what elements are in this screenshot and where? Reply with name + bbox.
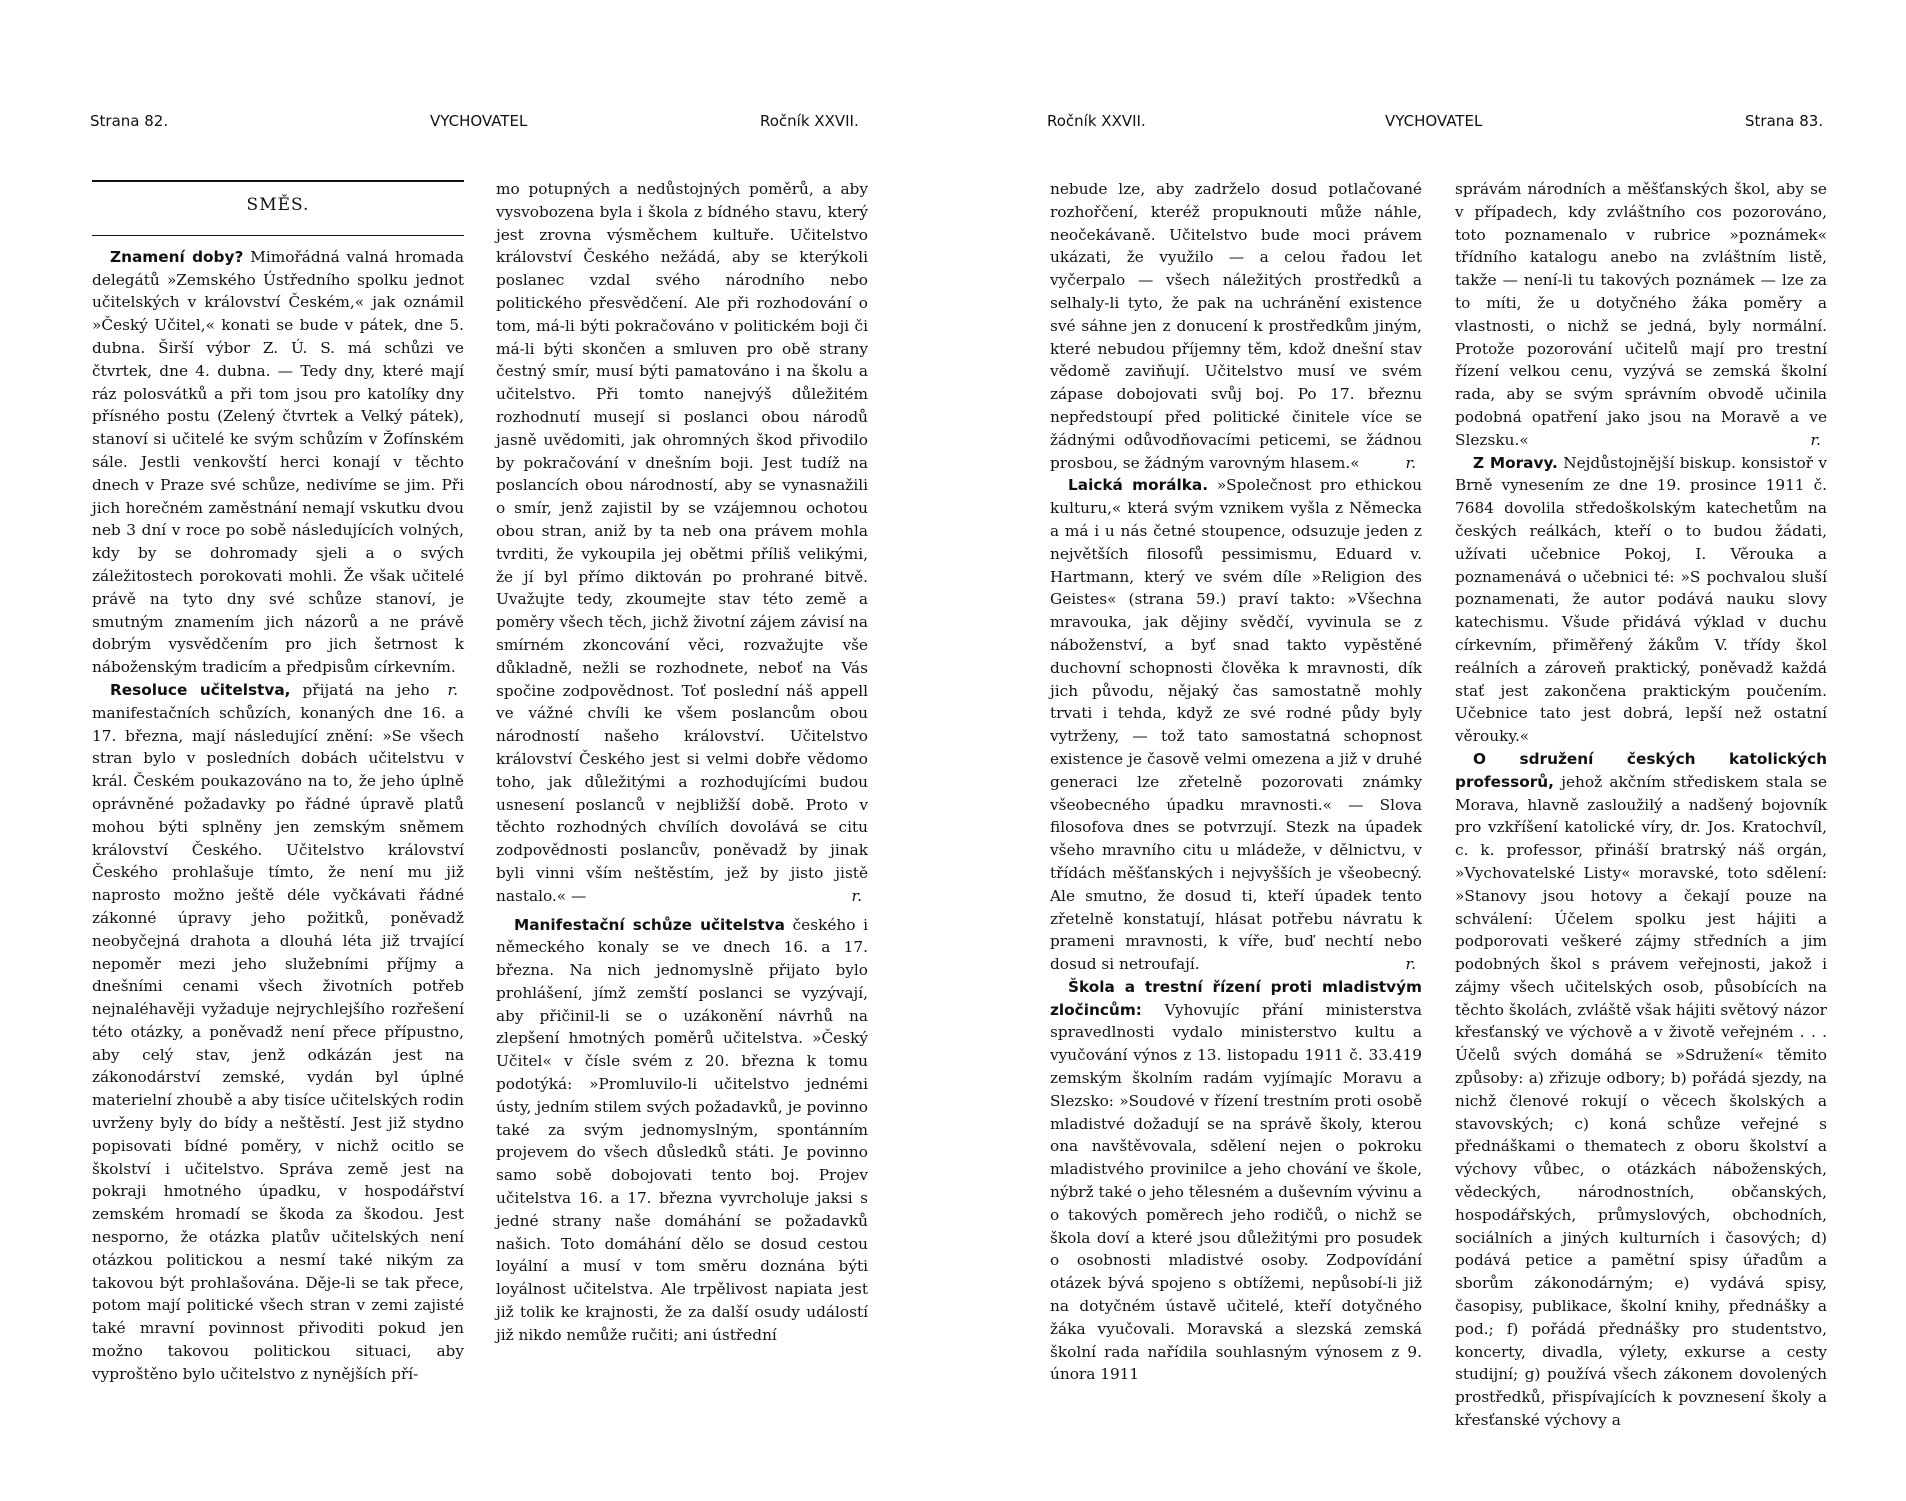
- article-heading: Znamení doby?: [110, 247, 244, 266]
- article-heading: Resoluce učitelstva,: [110, 680, 291, 699]
- column-3: [1050, 178, 1422, 1386]
- section-title: SMĚS.: [246, 195, 310, 215]
- article-text: českého i německého konaly se ve dnech 16. a 17. března. Na nich jednomyslně přijato bylo prohlášení, jímž zemští poslanci se vyzývají, aby přičinil-li se o uzákonění návrhů na zlepšení hmotných poměrů učitelstva. »Český Učitel« v čísle svém z 20. března k tomu podotýká: »Promluvilo-li učitelstvo jednémi ústy, jedním stilem svých požadavků, je povinno také za svým jednomyslným, spontánním projevem do všech důsledků státi. Je povinno samo sobě dobojovati tento boj. Projev učitelstva 16. a 17. března vyvrcholuje jaksi s jedné strany naše domáhání se požadavků našich. Toto domáhání dělo se dosud cestou loyální a musí v tom směru doznána býti loyálnost učitelstva. Ale trpělivost napiata jest již tolik ke krajnosti, že za další osudy událostí již nikdo nemůže ručiti; ani ústřední: [496, 915, 869, 1344]
- signature: r.: [851, 886, 862, 905]
- article-heading: O sdružení českých katolických professorů,: [1455, 749, 1827, 791]
- article-text: jehož akčním střediskem stala se Morava, hlavně zasloužilý a nadšený bojovník pro vzkříšení katolické víry, dr. Jos. Kratochvíl, c. k. professor, přináší bratrský náš orgán, »Vychovatelské Listy« moravské, toto sdělení: »Stanovy jsou hotovy a čekají pouze na schválení: Účelem spolku jest hájiti a podporovati veškeré zájmy středních a jim podobných škol s právem veřejnosti, jakož i zájmy všech učitelských osob, působících na těchto školách, zvláště však hájiti světový názor křesťanský ve výchově a v životě veřejném . . . Účelů svých domáhá se »Sdružení« těmito způsoby: a) zřizuje odbory; b) pořádá sjezdy, na nichž členové rokují o věcech školských a stavovských; c) koná schůze veřejné s přednáškami o thematech z oboru školství a výchovy vůbec, o otázkách náboženských, vědeckých, národnostních, občanských, hospodářských, průmyslových, obchodních, sociálních a jiných kulturních i časových; d) podává petice a pamětní spisy úřadům a sborům zákonodárným; e) vydává spisy, časopisy, publikace, školní knihy, přednášky a pod.; f) pořádá přednášky pro studentstvo, koncerty, divadla, výlety, exkurse a cesty studijní; g) používá všech zákonem dovolených prostředků, přispívajících k povznesení školy a křesťanské výchovy a: [1455, 772, 1827, 1430]
- signature: r.: [1405, 955, 1416, 974]
- signature: r.: [447, 680, 458, 699]
- signature: r.: [1405, 453, 1416, 472]
- article-paragraph: [1050, 976, 1422, 1386]
- column-1: [92, 178, 464, 1386]
- article-paragraph: [496, 914, 868, 1347]
- left-running-title: VYCHOVATEL: [430, 112, 528, 130]
- article-paragraph: [1050, 178, 1422, 474]
- article-paragraph: [1050, 474, 1422, 976]
- article-text: Mimořádná valná hromada delegátů »Zemského Ústředního spolku jednot učitelských v království Českém,« jak oznámil »Český Učitel,« konati se bude v pátek, dne 5. dubna. Širší výbor Z. Ú. S. má schůzi ve čtvrtek, dne 4. dubna. — Tedy dny, které mají ráz polosvátků a při tom jsou pro katolíky dny přísného postu (Zelený čtvrtek a Velký pátek), stanoví si učitelé ke svým schůzím v Žofínském sále. Jestli venkovští herci konají v těchto dnech v Praze své schůze, nedivíme se jim. Při jich horečném zaměstnání nemají vskutku dvou neb 3 dní v roce po sobě následujících volných, kdy by se dohromady sjeli a o svých záležitostech porokovati mohli. Že však učitelé právě na tyto dny své schůze stanoví, je smutným znamením jich názorů a ne právě dobrým vysvědčením pro jich šetrnost k náboženským tradicím a předpisům církevním.: [92, 247, 464, 677]
- article-text: přijatá na jeho manifestačních schůzích, konaných dne 16. a 17. března, mají následující znění: »Se všech stran bylo v posledních dobách učitelstvu v král. Českém poukazováno na to, že jeho úplně oprávněné požadavky po řádné úpravě platů mohou býti splněny jen zemským sněmem království Českého. Učitelstvo království Českého prohlašuje tímto, že není mu již naprosto možno ještě déle vyčkávati řádné zákonné úpravy jeho požitků, poněvadž neobyčejná drahota a dlouhá léta již trvající nepoměr mezi jeho služebními příjmy a dnešními cenami všech životních potřeb nejnaléhavěji vyžaduje nejrychlejšího rozřešení této otázky, a poněvadž není přece přípustno, aby celý stav, jenž odkázán jest na zákonodárství zemské, vydán byl úplné materielní zhoubě a aby tisíce učitelských rodin uvrženy byly do bídy a neštěstí. Jest již stydno popisovati bídné poměry, v nichž ocitlo se školství i učitelstvo. Správa země jest na pokraji hmotného úpadku, v hospodářství zemském hromadí se škoda za škodou. Jest nesporno, že otázka platův učitelských není otázkou politickou a nesmí také nikým za takovou být prohlašována. Děje-li se tak přece, potom mají politické všech stran v zemi zajisté také mravní povinnost přivoditi pokud jen možno takovou politickou situaci, aby vyproštěno bylo učitelstvo z nynějších pří-: [92, 680, 464, 1383]
- article-paragraph: [1455, 452, 1827, 748]
- article-text: Nejdůstojnější biskup. konsistoř v Brně vynesením ze dne 19. prosince 1911 č. 7684 dovolila středoškolským katechetům na českých reálkách, kteří o to budou žádati, užívati učebnice Pokoj, I. Věrouka a poznamenává o učebnici té: »S pochvalou sluší poznamenati, že autor podává nauku slovy katechismu. Všude přidává výklad v duchu církevním, přiměřený žákům V. třídy škol reálních a zároveň praktický, poněvadž každá stať jest zakončena praktickým poučením. Učebnice tato jest dobrá, lepší než ostatní věrouky.«: [1455, 453, 1827, 746]
- column-4: [1455, 178, 1827, 1432]
- section-header: [92, 180, 464, 236]
- article-paragraph: [1455, 178, 1827, 452]
- article-text: Vyhovujíc přání ministerstva spravedlnosti vydalo ministerstvo kultu a vyučování výnos z 13. listopadu 1911 č. 33.419 zemským školním radám vyjímajíc Moravu a Slezsko: »Soudové v řízení trestním proti osobě mladistvé dožadují se na správě školy, kterou ona navštěvovala, sdělení nejen o pokroku mladistvého provinilce a jeho chování ve škole, nýbrž také o jeho tělesném a duševním vývinu a o takových poměrech jeho rodičů, o nichž se škola doví a které jsou důležitými pro posudek o osobnosti mladistvé osoby. Zodpovídání otázek bývá spojeno s obtížemi, nepůsobí-li již na dotyčném ústavě učitelé, kteří dotyčného žáka vyučovali. Moravská a slezská zemská školní rada nařídila souhlasným výnosem z 9. února 1911: [1050, 1000, 1422, 1384]
- article-text: nebude lze, aby zadrželo dosud potlačované rozhořčení, kteréž propuknouti může náhle, neočekávaně. Učitelstvo bude moci právem ukázati, že využilo — a celou řadou let vyčerpalo — všech náležitých prostředků a selhaly-li tyto, že pak na uchránění existence své sáhne jen z donucení k prostředkům jiným, které nebudou příjemny těm, kdož dnešní stav vědomě zaviňují. Učitelstvo musí ve svém zápase dobojovati svůj boj. Po 17. březnu nepředstoupí před politické činitele více se žádnými odůvodňovacími peticemi, se žádnou prosbou, se žádným varovným hlasem.«: [1050, 180, 1422, 472]
- article-paragraph: [1455, 748, 1827, 1432]
- article-heading: Laická morálka.: [1068, 476, 1209, 495]
- article-paragraph: [496, 178, 868, 908]
- article-paragraph: [92, 679, 464, 1386]
- signature: r.: [1810, 430, 1821, 449]
- article-heading: Manifestační schůze učitelstva: [514, 915, 785, 934]
- article-text: mo potupných a nedůstojných poměrů, a aby vysvobozena byla i škola z bídného stavu, který jest zrovna výsměchem kultuře. Učitelstvo království Českého nežádá, aby se kterýkoli poslanec vzdal svého národního nebo politického přesvědčení. Ale při rozhodování o tom, má-li býti pokračováno v politickém boji či má-li býti skončen a smluven pro obě strany čestný smír, musí býti pamatováno i na školu a učitelstvo. Při tomto nanejvýš důležitém rozhodnutí musejí si poslanci obou národů jasně uvědomiti, jak ohromných škod přivodilo by pokračování v dnešním boji. Jest tudíž na poslancích obou národností, aby se vynasnažili o smír, jenž zajistil by se vzájemnou ochotou obou stran, aniž by ta neb ona právem mohla tvrditi, že vykoupila jej obětmi příliš velikými, že jí byl přímo diktován po prohrané bitvě. Uvažujte tedy, zkoumejte stav této země a poměry všech těch, jichž životní zájem závisí na smírném zkoncování věci, rozvažujte vše důkladně, nežli se rozhodnete, neboť na Vás spočine zodpovědnost. Toť poslední náš appell ve vážné chvíli ke všem poslancům obou národností našeho království. Učitelstvo království Českého jest si velmi dobře vědomo toho, jak důležitými a rozhodujícími budou usnesení poslanců v nejbližší době. Proto v těchto rozhodných chvílích dovolává se citu zodpovědnosti poslancův, poněvadž by jinak byli vinni vším neštěstím, jež by jisto jistě nastalo.« —: [496, 180, 868, 905]
- right-volume: Ročník XXVII.: [1047, 112, 1146, 130]
- column-2: [496, 178, 868, 1347]
- article-text: »Společnost pro ethickou kulturu,« která svým vznikem vyšla z Německa a má i u nás četné stoupence, odsuzuje jeden z největších filosofů pessimismu, Eduard v. Hartmann, který ve svém díle »Religion des Geistes« (strana 59.) praví takto: »Všechna mravouka, jak dějiny svědčí, vyvinula se z náboženství, a byť snad takto vypěstěné duchovní schopnosti člověka k mravnosti, dík jich původu, nějaký čas samostatně mohly trvati i tehda, když ze své rodné půdy byly vytrženy, — tož tato samostatná schopnost existence je časově velmi omezena a již v druhé generaci lze zřetelně pozorovati známky všeobecného úpadku mravnosti.« — Slova filosofova dnes se potvrzují. Stezk na úpadek všeho mravního citu u mládeže, v dělnictvu, v třídách měšťanských i nejvyšších je všeobecný. Ale smutno, že dosud ti, kteří úpadek tento zřetelně konstatují, hlásat potřebu návratu k prameni mravnosti, k víře, buď nechtí nebo dosud si netroufají.: [1050, 476, 1422, 974]
- article-text: správám národních a měšťanských škol, aby se v případech, kdy zvláštního cos pozorováno, toto poznamenalo v rubrice »poznámek« třídního katalogu anebo na zvláštním listě, takže — není-li tu takových poznámek — lze za to míti, že u dotyčného žáka poměry a vlastnosti, o nichž se jedná, byly normální. Protože pozorování učitelů mají pro trestní řízení velkou cenu, vyzývá se zemská školní rada, aby se svým správním obvodě učinila podobná opatření jako jsou na Moravě a ve Slezsku.«: [1455, 180, 1827, 449]
- right-page-number: Strana 83.: [1745, 112, 1824, 130]
- left-page-number: Strana 82.: [90, 112, 169, 130]
- article-heading: Škola a trestní řízení proti mladistvým zločincům:: [1050, 977, 1422, 1019]
- article-heading: Z Moravy.: [1473, 453, 1558, 472]
- left-volume: Ročník XXVII.: [760, 112, 859, 130]
- right-running-title: VYCHOVATEL: [1385, 112, 1483, 130]
